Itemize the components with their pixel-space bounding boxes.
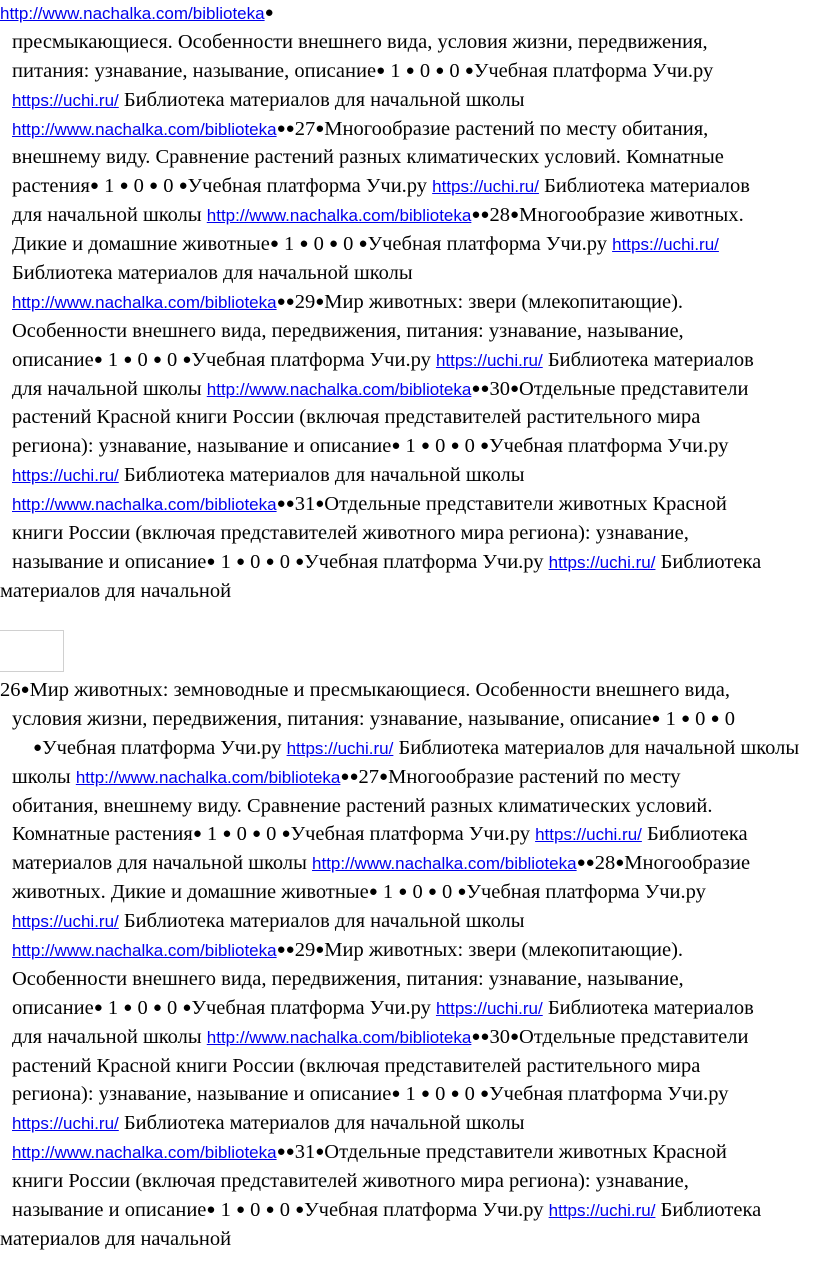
bullet: ●● xyxy=(340,768,359,785)
line xyxy=(0,230,814,259)
uchi-link[interactable]: https://uchi.ru/ xyxy=(12,1114,119,1134)
bullet: ●● xyxy=(276,293,295,310)
lesson-28-topic-end: животных. Дикие и домашние животные xyxy=(12,881,369,904)
hours: 1 xyxy=(405,1083,416,1106)
hours: 1 xyxy=(220,1199,231,1222)
lesson-29-topic-end: описание xyxy=(12,996,94,1019)
platform-name: Учебная платформа Учи.ру xyxy=(191,348,431,371)
lesson-number: 26 xyxy=(0,679,21,701)
library-link[interactable]: http://www.nachalka.com/biblioteka xyxy=(12,1143,277,1163)
bullet: ● xyxy=(206,1202,216,1219)
library-link[interactable]: http://www.nachalka.com/biblioteka xyxy=(12,119,277,139)
lesson-29-topic: Мир животных: звери (млекопитающие). xyxy=(324,290,684,313)
bullet: ● xyxy=(450,438,460,455)
bullet: ● xyxy=(427,884,437,901)
line xyxy=(0,1080,814,1109)
line xyxy=(0,1225,814,1254)
control-works: 0 xyxy=(250,550,261,573)
library-label: материалов для начальной xyxy=(0,1227,232,1250)
library-label: для начальной школы xyxy=(12,1025,202,1048)
line xyxy=(0,705,814,734)
hours: 1 xyxy=(284,233,295,256)
control-works: 0 xyxy=(250,1199,261,1222)
hours: 1 xyxy=(104,175,115,198)
library-link[interactable]: http://www.nachalka.com/biblioteka xyxy=(12,495,277,515)
bullet: ● xyxy=(710,710,720,727)
lesson-number: 28 xyxy=(594,852,616,875)
bullet: ● xyxy=(651,710,661,727)
lesson-number: 31 xyxy=(294,493,316,516)
lesson-26-topic: Мир животных: земноводные и пресмыкающиеся. Особенности внешнего вида, xyxy=(29,679,730,701)
library-link[interactable]: http://www.nachalka.com/biblioteka xyxy=(0,4,265,23)
control-works: 0 xyxy=(412,881,423,904)
bullet: ● xyxy=(264,5,274,21)
lesson-27-topic-cont: внешнему виду. Сравнение растений разных климатических условий. Комнатные xyxy=(12,146,724,169)
control-works: 0 xyxy=(236,823,247,846)
uchi-link[interactable]: https://uchi.ru/ xyxy=(548,1201,656,1221)
platform-name: Учебная платформа Учи.ру xyxy=(187,175,428,198)
bullet: ● xyxy=(192,826,202,843)
hours: 1 xyxy=(220,550,231,573)
platform-name: Учебная платформа Учи.ру xyxy=(42,736,282,759)
lesson-list-block-2 xyxy=(0,676,814,1254)
uchi-link[interactable]: https://uchi.ru/ xyxy=(12,912,119,932)
platform-name: Учебная платформа Учи.ру xyxy=(191,996,431,1019)
lesson-30-topic-end: региона): узнавание, называние и описание xyxy=(12,1083,392,1106)
bullet: ● xyxy=(93,351,103,368)
line xyxy=(0,965,814,994)
bullet: ● xyxy=(152,999,162,1016)
line xyxy=(0,936,814,965)
lesson-number: 29 xyxy=(294,939,316,962)
lesson-30-topic-cont: растений Красной книги России (включая представителей растительного мира xyxy=(12,406,701,429)
line xyxy=(0,907,814,936)
line xyxy=(0,548,814,577)
bullet: ● xyxy=(295,553,305,570)
bullet: ● xyxy=(450,1086,460,1103)
lesson-29-topic-cont: Особенности внешнего вида, передвижения, питания: узнавание, называние, xyxy=(12,319,684,342)
line xyxy=(0,1109,814,1138)
bullet: ● xyxy=(398,884,408,901)
lesson-27-topic-cont: обитания, внешнему виду. Сравнение растений разных климатических условий. xyxy=(12,794,713,817)
library-label: Библиотека материалов xyxy=(547,348,754,371)
library-label: Библиотека материалов для начальной школы xyxy=(12,262,413,285)
practical-works: 0 xyxy=(167,996,178,1019)
practical-works: 0 xyxy=(279,1199,290,1222)
bullet: ● xyxy=(299,236,309,253)
bullet: ●● xyxy=(276,942,295,959)
bullet: ● xyxy=(376,62,386,79)
practical-works: 0 xyxy=(167,348,178,371)
school-word: школы xyxy=(248,852,307,875)
control-works: 0 xyxy=(695,707,706,730)
lesson-30-topic: Отдельные представители xyxy=(519,1025,749,1048)
bullet: ●● xyxy=(471,1028,490,1045)
platform-name: Учебная платформа Учи.ру xyxy=(304,550,544,573)
uchi-link[interactable]: https://uchi.ru/ xyxy=(548,552,656,572)
lesson-number: 30 xyxy=(489,377,510,400)
bullet: ● xyxy=(405,62,415,79)
lesson-31-topic-end: называние и описание xyxy=(12,550,207,573)
bullet: ● xyxy=(464,62,474,79)
school-word: школы xyxy=(12,765,71,788)
line xyxy=(0,1052,814,1081)
bullet: ● xyxy=(222,826,232,843)
uchi-link[interactable]: https://uchi.ru/ xyxy=(12,466,119,486)
bullet: ● xyxy=(315,1144,325,1161)
bullet: ●● xyxy=(471,207,490,224)
library-link[interactable]: http://www.nachalka.com/biblioteka xyxy=(312,854,577,874)
practical-works: 0 xyxy=(449,59,460,82)
lesson-number: 27 xyxy=(358,765,380,788)
lesson-30-topic: Отдельные представители xyxy=(519,377,749,400)
bullet: ● xyxy=(315,496,325,513)
lesson-number: 30 xyxy=(489,1025,510,1048)
library-label: Библиотека материалов xyxy=(547,996,754,1019)
library-label: материалов для начальной xyxy=(12,852,244,875)
line xyxy=(0,763,814,792)
bullet: ● xyxy=(391,438,401,455)
library-label: Библиотека xyxy=(660,550,762,573)
bullet: ● xyxy=(480,1086,490,1103)
lesson-29-topic-end: описание xyxy=(12,348,94,371)
bullet: ● xyxy=(368,884,378,901)
line xyxy=(0,201,814,230)
line xyxy=(0,375,814,404)
practical-works: 0 xyxy=(724,707,735,730)
line xyxy=(0,1196,814,1225)
line xyxy=(0,994,814,1023)
bullet: ● xyxy=(119,178,129,195)
lesson-29-topic-cont: Особенности внешнего вида, передвижения, питания: узнавание, называние, xyxy=(12,967,684,990)
platform-name: Учебная платформа Учи.ру xyxy=(489,1083,729,1106)
lesson-list-block-1 xyxy=(0,0,814,606)
line xyxy=(0,676,814,705)
uchi-link[interactable]: https://uchi.ru/ xyxy=(535,825,642,845)
bullet: ● xyxy=(509,380,520,397)
line xyxy=(0,792,814,821)
lesson-27-topic: Многообразие растений по месту xyxy=(388,765,681,788)
hours: 1 xyxy=(382,881,394,904)
bullet: ● xyxy=(295,1202,305,1219)
library-label: Библиотека xyxy=(647,823,748,846)
library-label: Библиотека материалов для начальной школы xyxy=(398,736,800,759)
lesson-26-topic-end: питания: узнавание, называние, описание xyxy=(12,59,377,82)
uchi-link[interactable]: https://uchi.ru/ xyxy=(435,350,543,370)
practical-works: 0 xyxy=(279,550,290,573)
hours: 1 xyxy=(405,435,416,458)
library-link[interactable]: http://www.nachalka.com/biblioteka xyxy=(12,941,277,961)
library-label: Библиотека материалов для начальной школы xyxy=(123,464,525,487)
line xyxy=(0,519,814,548)
bullet: ● xyxy=(379,768,389,785)
line xyxy=(0,172,814,201)
library-label: Библиотека материалов для начальной школы xyxy=(123,910,525,933)
library-link[interactable]: http://www.nachalka.com/biblioteka xyxy=(206,1027,472,1047)
control-works: 0 xyxy=(435,435,446,458)
library-link[interactable]: http://www.nachalka.com/biblioteka xyxy=(12,292,277,312)
bullet: ● xyxy=(509,1028,520,1045)
hours: 1 xyxy=(107,996,119,1019)
platform-name: Учебная платформа Учи.ру xyxy=(489,435,729,458)
bullet: ● xyxy=(93,999,103,1016)
lesson-number: 28 xyxy=(489,204,510,227)
bullet: ● xyxy=(615,855,625,872)
lesson-27-topic: Многообразие растений по месту обитания, xyxy=(324,117,709,140)
bullet: ● xyxy=(89,178,99,195)
lesson-26-topic-end: условия жизни, передвижения, питания: узнавание, называние, описание xyxy=(12,707,652,730)
line xyxy=(0,28,814,57)
lesson-28-topic: Многообразие животных. xyxy=(519,204,744,227)
practical-works: 0 xyxy=(163,175,174,198)
lesson-30-topic-end: региона): узнавание, называние и описание xyxy=(12,435,392,458)
uchi-link[interactable]: https://uchi.ru/ xyxy=(286,738,394,758)
line xyxy=(0,490,814,519)
bullet: ● xyxy=(182,351,192,368)
bullet: ● xyxy=(391,1086,401,1103)
bullet: ● xyxy=(358,236,368,253)
uchi-link[interactable]: https://uchi.ru/ xyxy=(435,998,543,1018)
lesson-31-topic: Отдельные представители животных Красной xyxy=(324,1141,727,1164)
bullet: ● xyxy=(206,553,216,570)
library-link[interactable]: http://www.nachalka.com/biblioteka xyxy=(206,206,472,226)
line xyxy=(0,115,814,144)
library-link[interactable]: http://www.nachalka.com/biblioteka xyxy=(206,379,472,399)
bullet: ● xyxy=(235,1202,246,1219)
bullet: ● xyxy=(509,207,520,224)
hours: 1 xyxy=(207,823,218,846)
line xyxy=(0,878,814,907)
control-works: 0 xyxy=(313,233,324,256)
bullet: ● xyxy=(149,178,159,195)
lesson-26-topic: пресмыкающиеся. Особенности внешнего вида, условия жизни, передвижения, xyxy=(12,30,708,53)
library-label: для начальной школы xyxy=(12,377,202,400)
line xyxy=(0,1023,814,1052)
control-works: 0 xyxy=(419,59,431,82)
library-label: Библиотека материалов xyxy=(544,175,750,198)
library-label: Библиотека xyxy=(660,1199,762,1222)
lesson-28-topic-end: Дикие и домашние животные xyxy=(12,233,270,256)
bullet: ●● xyxy=(276,120,295,137)
hours: 1 xyxy=(107,348,119,371)
lesson-31-topic-cont: книги России (включая представителей животного мира региона): узнавание, xyxy=(12,522,689,545)
lesson-31-topic: Отдельные представители животных Красной xyxy=(324,493,727,516)
library-label: для начальной школы xyxy=(12,204,202,227)
library-label: материалов для начальной xyxy=(0,579,232,602)
bullet: ● xyxy=(680,710,690,727)
bullet: ● xyxy=(457,884,467,901)
bullet: ● xyxy=(178,178,188,195)
control-works: 0 xyxy=(435,1083,446,1106)
control-works: 0 xyxy=(137,996,148,1019)
lesson-31-topic-end: называние и описание xyxy=(12,1199,207,1222)
bullet: ●● xyxy=(276,496,295,513)
line xyxy=(0,432,814,461)
empty-frame xyxy=(0,630,64,672)
practical-works: 0 xyxy=(442,881,453,904)
bullet: ● xyxy=(33,739,43,756)
control-works: 0 xyxy=(137,348,148,371)
line xyxy=(0,820,814,849)
line xyxy=(0,317,814,346)
lesson-27-topic-end: Комнатные растения xyxy=(12,823,193,846)
lesson-number: 27 xyxy=(294,117,316,140)
bullet: ● xyxy=(235,553,246,570)
lesson-number: 29 xyxy=(294,290,316,313)
control-works: 0 xyxy=(133,175,144,198)
lesson-number: 31 xyxy=(294,1141,316,1164)
line xyxy=(0,403,814,432)
library-label: Библиотека материалов для начальной школы xyxy=(123,1112,525,1135)
practical-works: 0 xyxy=(343,233,354,256)
hours: 1 xyxy=(390,59,401,82)
platform-name: Учебная платформа Учи.ру xyxy=(304,1199,544,1222)
library-link[interactable]: http://www.nachalka.com/biblioteka xyxy=(75,767,341,787)
bullet: ● xyxy=(281,826,291,843)
bullet: ● xyxy=(20,682,30,698)
line xyxy=(0,57,814,86)
line xyxy=(0,577,814,606)
bullet: ● xyxy=(328,236,339,253)
bullet: ● xyxy=(182,999,192,1016)
line xyxy=(0,346,814,375)
line xyxy=(0,849,814,878)
bullet: ●● xyxy=(471,380,490,397)
lesson-29-topic: Мир животных: звери (млекопитающие). xyxy=(324,939,684,962)
uchi-link[interactable]: https://uchi.ru/ xyxy=(612,235,719,255)
bullet: ● xyxy=(315,120,325,137)
line xyxy=(0,734,814,763)
bullet: ● xyxy=(251,826,262,843)
lesson-30-topic-cont: растений Красной книги России (включая представителей растительного мира xyxy=(12,1054,701,1077)
bullet: ● xyxy=(152,351,162,368)
lesson-28-topic: Многообразие xyxy=(624,852,751,875)
line xyxy=(0,143,814,172)
uchi-link[interactable]: https://uchi.ru/ xyxy=(432,177,539,197)
library-label: Библиотека материалов для начальной школы xyxy=(123,88,525,111)
practical-works: 0 xyxy=(266,823,277,846)
bullet: ● xyxy=(420,1086,430,1103)
platform-name: Учебная платформа Учи.ру xyxy=(473,59,714,82)
line xyxy=(0,1167,814,1196)
platform-name: Учебная платформа Учи.ру xyxy=(367,233,607,256)
bullet: ● xyxy=(315,293,325,310)
platform-name: Учебная платформа Учи.ру xyxy=(466,881,706,904)
bullet: ●● xyxy=(576,855,595,872)
practical-works: 0 xyxy=(464,1083,475,1106)
bullet: ● xyxy=(420,438,430,455)
bullet: ● xyxy=(265,553,275,570)
bullet: ● xyxy=(269,236,279,253)
bullet: ● xyxy=(435,62,445,79)
bullet: ● xyxy=(265,1202,275,1219)
line xyxy=(0,288,814,317)
bullet: ● xyxy=(123,999,133,1016)
line xyxy=(0,0,814,28)
bullet: ● xyxy=(315,942,325,959)
line xyxy=(0,86,814,115)
lesson-27-topic-end: растения xyxy=(12,175,90,198)
practical-works: 0 xyxy=(464,435,475,458)
bullet: ● xyxy=(123,351,133,368)
platform-name: Учебная платформа Учи.ру xyxy=(290,823,530,846)
bullet: ●● xyxy=(276,1144,295,1161)
lesson-31-topic-cont: книги России (включая представителей животного мира региона): узнавание, xyxy=(12,1170,689,1193)
line xyxy=(0,1138,814,1167)
hours: 1 xyxy=(665,707,676,730)
line xyxy=(0,259,814,288)
bullet: ● xyxy=(480,438,490,455)
uchi-link[interactable]: https://uchi.ru/ xyxy=(12,90,119,110)
line xyxy=(0,461,814,490)
